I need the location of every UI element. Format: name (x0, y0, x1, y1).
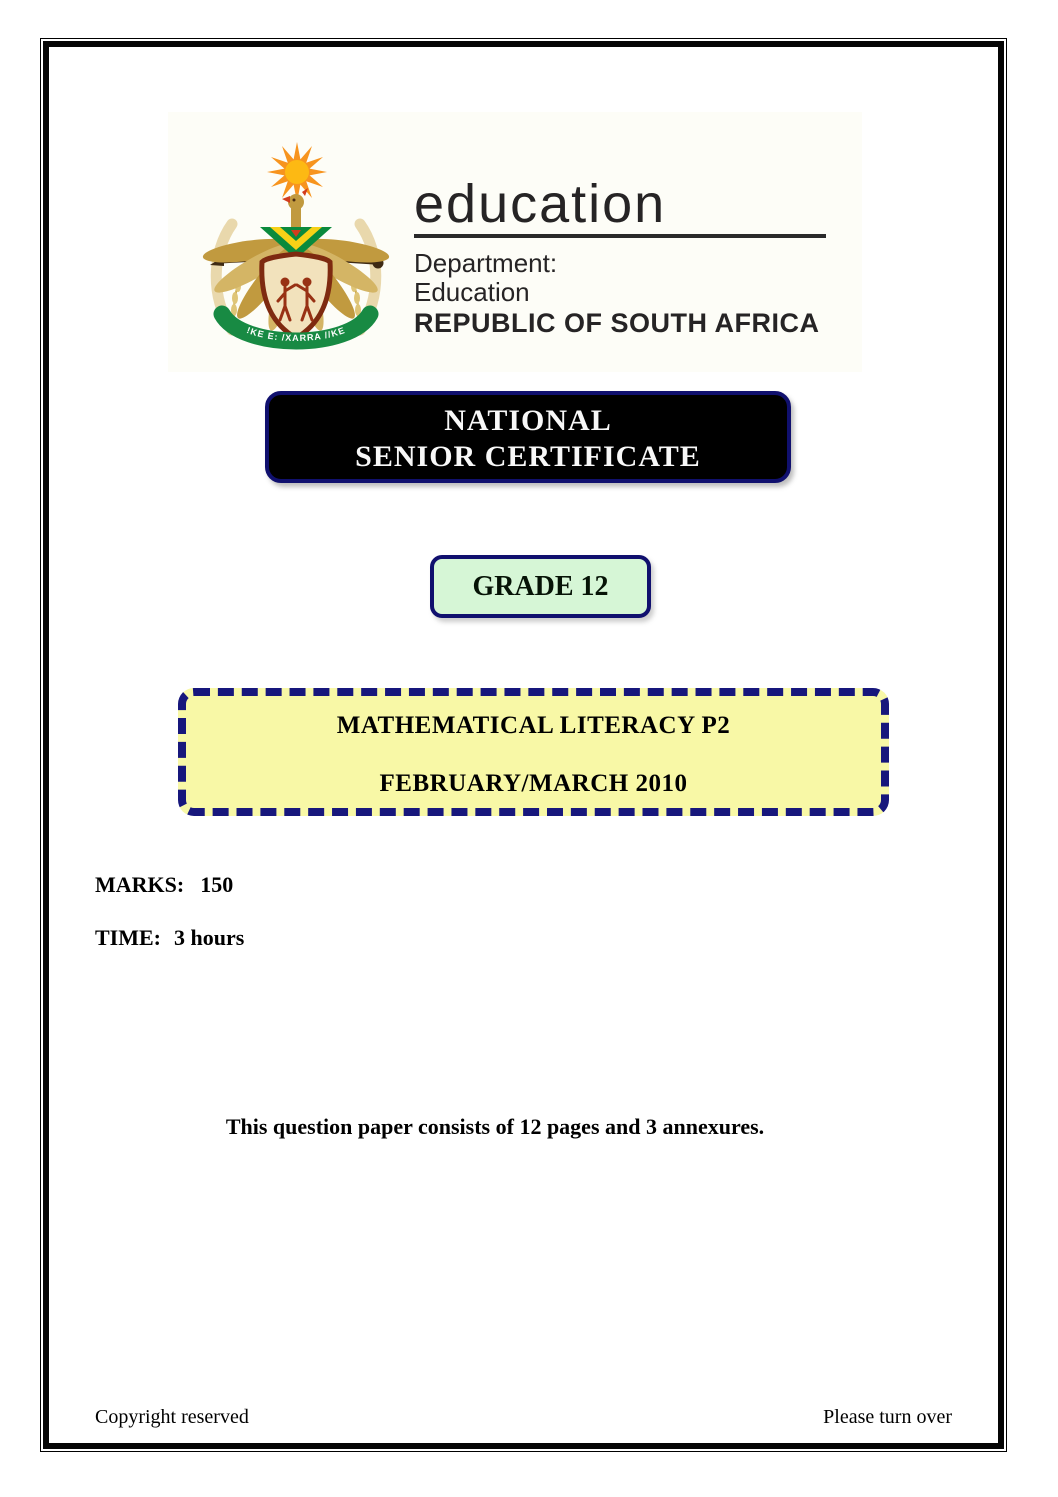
certificate-title-box (265, 391, 791, 483)
marks-line (95, 872, 233, 898)
page-count-note: This question paper consists of 12 pages and 3 annexures. (225, 1114, 765, 1139)
certificate-line1: NATIONAL (444, 404, 612, 437)
education-wordmark: education (414, 174, 667, 234)
department-name: Education (414, 277, 530, 307)
time-value: 3 hours (174, 925, 245, 950)
motto-text: !KE E: /XARRA //KE (245, 325, 347, 344)
department-label: Department: (414, 248, 558, 278)
time-line (95, 925, 244, 951)
country-name: REPUBLIC OF SOUTH AFRICA (414, 308, 820, 338)
marks-label: MARKS: (95, 872, 185, 897)
turn-over-note: Please turn over (823, 1406, 952, 1428)
grade-box (430, 555, 651, 618)
department-text (414, 249, 820, 338)
subject-title: MATHEMATICAL LITERACY P2 (336, 712, 731, 739)
coat-of-arms-icon (202, 131, 392, 363)
subject-box (178, 688, 889, 816)
copyright-note: Copyright reserved (95, 1406, 249, 1428)
exam-session: FEBRUARY/MARCH 2010 (379, 770, 688, 797)
bird-head-icon (282, 188, 308, 232)
grade-label: GRADE 12 (472, 570, 609, 602)
certificate-line2: SENIOR CERTIFICATE (355, 440, 701, 473)
time-label: TIME: (95, 925, 161, 950)
wordmark-underline (414, 234, 826, 238)
sun-icon (267, 142, 327, 202)
marks-value: 150 (200, 872, 234, 897)
